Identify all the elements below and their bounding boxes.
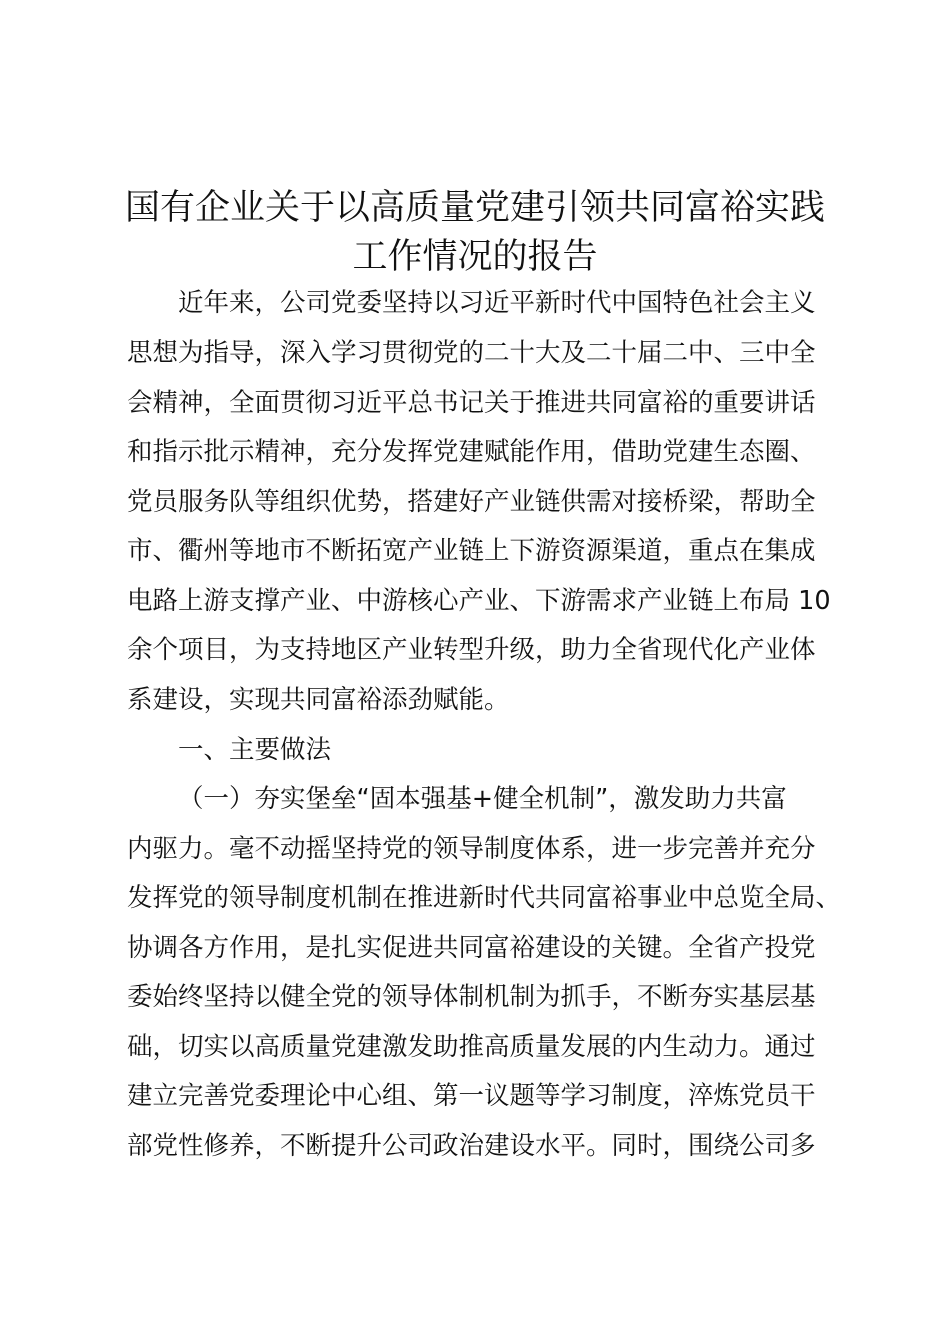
document-title-line-1: 国有企业关于以高质量党建引领共同富裕实践	[124, 188, 825, 228]
paragraph-line: 市、衢州等地市不断拓宽产业链上下游资源渠道，重点在集成	[127, 536, 816, 566]
paragraph-line: 和指示批示精神，充分发挥党建赋能作用，借助党建生态圈、	[127, 437, 816, 467]
paragraph-line: 协调各方作用，是扎实促进共同富裕建设的关键。全省产投党	[127, 933, 816, 963]
paragraph-line: 思想为指导，深入学习贯彻党的二十大及二十届二中、三中全	[127, 338, 816, 368]
paragraph-line: 系建设，实现共同富裕添劲赋能。	[127, 685, 510, 715]
paragraph-line: 电路上游支撑产业、中游核心产业、下游需求产业链上布局 10	[127, 586, 831, 616]
document-title-line-2: 工作情况的报告	[352, 237, 598, 277]
paragraph-line: 建立完善党委理论中心组、第一议题等学习制度，淬炼党员干	[127, 1081, 816, 1111]
paragraph-line: 党员服务队等组织优势，搭建好产业链供需对接桥梁，帮助全	[127, 487, 816, 517]
paragraph-line: 发挥党的领导制度机制在推进新时代共同富裕事业中总览全局、	[127, 883, 842, 913]
paragraph-line: 础，切实以高质量党建激发助推高质量发展的内生动力。通过	[127, 1032, 816, 1062]
paragraph-line: 内驱力。毫不动摇坚持党的领导制度体系，进一步完善并充分	[127, 834, 816, 864]
paragraph-line: 近年来，公司党委坚持以习近平新时代中国特色社会主义	[178, 288, 816, 318]
paragraph-line: 部党性修养，不断提升公司政治建设水平。同时，围绕公司多	[127, 1131, 816, 1161]
paragraph-line: 会精神，全面贯彻习近平总书记关于推进共同富裕的重要讲话	[127, 388, 816, 418]
subsection-heading-line: （一）夯实堡垒“固本强基+健全机制”，激发助力共富	[178, 784, 787, 814]
section-heading: 一、主要做法	[178, 735, 332, 765]
paragraph-line: 委始终坚持以健全党的领导体制机制为抓手，不断夯实基层基	[127, 982, 816, 1012]
paragraph-line: 余个项目，为支持地区产业转型升级，助力全省现代化产业体	[127, 635, 816, 665]
